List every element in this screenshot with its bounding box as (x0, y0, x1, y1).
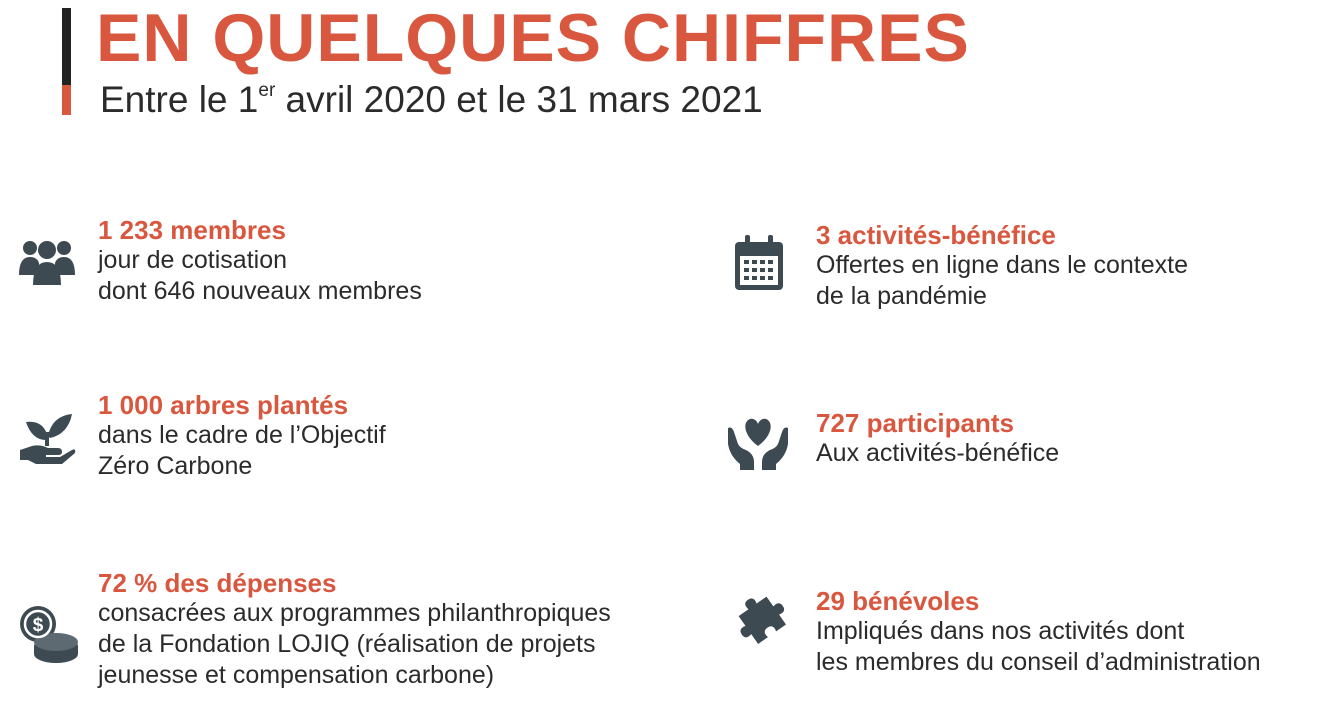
page-title: EN QUELQUES CHIFFRES (96, 0, 970, 76)
stat-line: dont 646 nouveaux membres (98, 277, 422, 305)
svg-text:$: $ (32, 615, 44, 636)
stat-headline: 29 bénévoles (816, 586, 980, 616)
stat-line: de la Fondation LOJIQ (réalisation de projets (98, 630, 596, 658)
stat-headline: 3 activités-bénéfice (816, 220, 1056, 250)
subtitle-superscript: er (258, 80, 276, 101)
stat-line: Offertes en ligne dans le contexte (816, 251, 1188, 279)
coins-money-icon (18, 604, 80, 664)
stat-headline: 72 % des dépenses (98, 568, 337, 598)
calendar-icon (733, 234, 785, 292)
accent-bar (62, 8, 71, 115)
subtitle-suffix: avril 2020 et le 31 mars 2021 (275, 79, 763, 120)
stat-line: les membres du conseil d’administration (816, 648, 1261, 676)
stat-line: Zéro Carbone (98, 452, 253, 480)
people-icon (18, 235, 76, 285)
stat-line: dans le cadre de l’Objectif (98, 421, 386, 449)
subtitle-prefix: Entre le 1 (100, 79, 259, 120)
stat-line: jeunesse et compensation carbone) (98, 661, 495, 689)
stat-line: jour de cotisation (98, 246, 288, 274)
stat-headline: 1 000 arbres plantés (98, 390, 349, 420)
stat-headline: 1 233 membres (98, 215, 286, 245)
hands-heart-icon (726, 414, 790, 470)
stat-line: de la pandémie (816, 282, 987, 310)
stat-line: consacrées aux programmes philanthropiques (98, 599, 611, 627)
stat-line: Aux activités-bénéfice (816, 439, 1060, 467)
page-subtitle (100, 80, 763, 121)
plant-in-hand-icon (18, 410, 76, 466)
stat-line: Impliqués dans nos activités dont (816, 617, 1185, 645)
stat-headline: 727 participants (816, 408, 1014, 438)
puzzle-icon (733, 590, 787, 644)
